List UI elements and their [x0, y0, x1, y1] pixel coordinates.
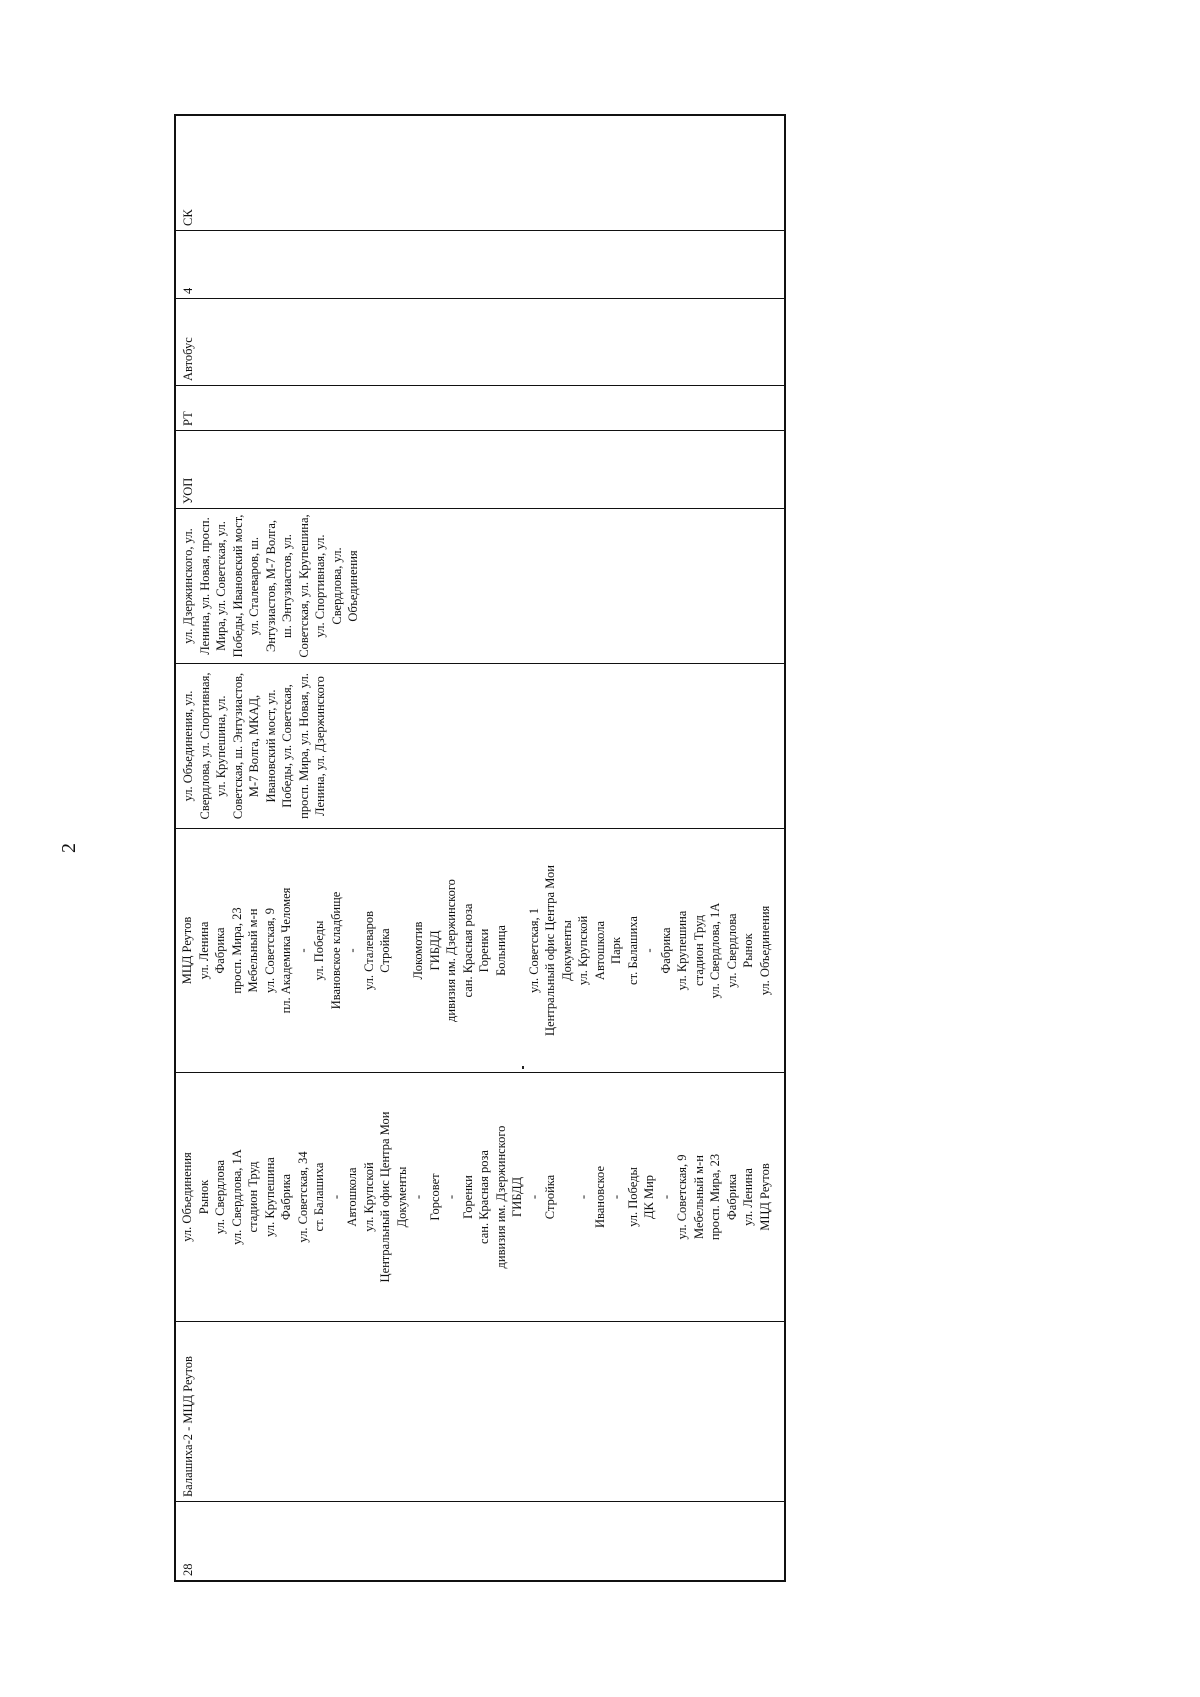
stop-name: Ивановское: [592, 1165, 607, 1229]
page-number: 2: [58, 843, 80, 853]
stop-name: -: [328, 1194, 343, 1200]
stop-name: Стройка: [378, 928, 392, 973]
stop-name: [394, 833, 411, 1068]
stop-name: Рынок: [196, 1179, 211, 1215]
stop-name: дивизия им. Дзержинского: [493, 1125, 508, 1269]
stop-name: Горенки: [460, 1175, 475, 1219]
stop-mode-cell: [176, 430, 784, 508]
carrier: СК: [181, 209, 195, 226]
stop-name: просп. Мира, 23: [229, 907, 244, 994]
vehicle-count-cell: [176, 230, 784, 298]
stop-name: ул. Крупской: [576, 915, 590, 986]
stop-name: Горенки: [477, 928, 491, 973]
stop-name: ГИБДД: [510, 1177, 524, 1218]
stop-name: ул. Крупской: [361, 1162, 376, 1232]
stops-forward-cell: [176, 1072, 784, 1321]
stop-name: -: [444, 1194, 458, 1200]
stop-name: ул. Сталеваров: [361, 910, 376, 991]
stop-name: Фабрика: [279, 1173, 293, 1221]
stop-name: ДК Мир: [642, 1174, 656, 1220]
route-name: Балашиха-2 - МЦД Реутов: [181, 1356, 195, 1497]
stop-name: Фабрика: [213, 927, 227, 974]
stop-name: ст. Балашиха: [625, 916, 640, 985]
stop-name: ул. Советская, 9: [675, 1154, 689, 1240]
stop-name: ул. Советская, 34: [295, 1151, 310, 1243]
stop-name: Больница: [493, 925, 508, 976]
stop-name: ул. Свердлова, 1А: [229, 1149, 244, 1245]
stop-name: Автошкола: [592, 920, 607, 981]
vehicle-type-cell: [176, 298, 784, 385]
tariff: РТ: [181, 411, 195, 426]
tariff-cell: [176, 385, 784, 430]
carrier-cell: [176, 114, 784, 230]
stop-name: Парк: [609, 937, 623, 964]
stop-name: пл. Академика Челомея: [279, 887, 293, 1014]
stop-name: ул. Свердлова: [724, 913, 739, 988]
stop-name: ул. Победы: [312, 920, 326, 981]
stops-backward-cell: [176, 828, 784, 1072]
stop-name: ул. Советская, 9: [262, 908, 277, 993]
stop-name: ул. Объединения: [180, 1152, 194, 1242]
route-name-cell: [176, 1321, 784, 1501]
vehicle-type: Автобус: [181, 337, 195, 381]
streets-forward: ул. Объединения, ул. Свердлова, ул. Спортивная, ул. Крупешина, ул. Советская, ш. Энтузиастов, М-7 Волга, МКАД, Ивановский мост, ул. Победы, ул. Советская, просп. Мира, ул. Новая, ул. Ленина, ул. Дзержинского: [181, 672, 327, 820]
stop-name: ул. Крупешина: [262, 1157, 277, 1237]
stop-name: ул. Победы: [625, 1167, 640, 1227]
stop-name: МЦД Реутов: [180, 916, 194, 985]
stop-mode: УОП: [181, 477, 195, 504]
stop-name: Документы: [559, 920, 574, 981]
stop-name: ул. Ленина: [741, 1168, 755, 1226]
stop-name: -: [295, 948, 310, 953]
stop-name: Документы: [394, 1166, 409, 1228]
streets-backward-cell: [176, 508, 784, 663]
stop-name: Фабрика: [658, 927, 673, 974]
stop-name: ул. Крупешина: [675, 910, 689, 991]
stop-name: Центральный офис Центра Мои: [543, 865, 557, 1036]
stop-name: -: [658, 1194, 673, 1200]
stop-name: ул. Ленина: [196, 921, 211, 980]
stop-name: -: [609, 1194, 623, 1200]
stop-name: дивизия им. Дзержинского: [444, 879, 458, 1022]
stop-name: -: [345, 948, 359, 953]
stop-name: [559, 1077, 576, 1317]
stop-name: -: [526, 1194, 541, 1200]
route-number-cell: [176, 1501, 784, 1580]
stop-name: сан. Красная роза: [477, 1150, 491, 1244]
stop-name: Автошкола: [345, 1167, 359, 1227]
stop-name: сан. Красная роза: [460, 903, 475, 998]
stop-name: -: [576, 1194, 590, 1200]
stop-name: стадион Труд: [691, 915, 706, 986]
stop-name: [509, 833, 526, 1068]
stop-name: Фабрика: [724, 1173, 739, 1221]
table-row: [176, 116, 784, 1580]
stop-name: Мебельный м-н: [691, 1155, 706, 1239]
stop-name: МЦД Реутов: [757, 1163, 772, 1231]
vehicle-count: 4: [181, 287, 195, 294]
stop-name: Локомотив: [411, 921, 425, 980]
stop-name: ул. Советская, 1: [526, 908, 541, 993]
stop-name: Мебельный м-н: [246, 908, 260, 993]
route-table: [174, 114, 786, 1582]
stop-name: ул. Объединения: [757, 905, 772, 996]
stop-name: Горсовет: [427, 1173, 442, 1221]
scan-speck: [522, 1066, 524, 1069]
stop-name: Рынок: [741, 933, 755, 968]
streets-forward-cell: [176, 663, 784, 828]
stop-name: ст. Балашиха: [312, 1162, 326, 1232]
route-number: 28: [181, 1563, 195, 1576]
stop-name: ул. Свердлова: [213, 1159, 227, 1235]
stop-name: просп. Мира, 23: [708, 1153, 722, 1241]
stop-name: Центральный офис Центра Мои: [378, 1111, 392, 1283]
stop-name: Ивановское кладбище: [328, 891, 343, 1010]
streets-backward: ул. Дзержинского, ул. Ленина, ул. Новая, просп. Мира, ул. Советская, ул. Победы, Ивановский мост, ул. Сталеваров, ш. Энтузиастов, М-7 Волга, ш. Энтузиастов, ул. Советская, ул. Крупешина, ул. Спортивная, ул. Свердлова, ул. Объединения: [181, 514, 360, 658]
stop-name: -: [411, 1194, 425, 1200]
stop-name: ул. Свердлова, 1А: [708, 902, 722, 999]
stop-name: Стройка: [543, 1174, 557, 1220]
stop-name: -: [642, 948, 656, 953]
stop-name: стадион Труд: [246, 1161, 260, 1233]
stop-name: ГИБДД: [427, 930, 442, 971]
